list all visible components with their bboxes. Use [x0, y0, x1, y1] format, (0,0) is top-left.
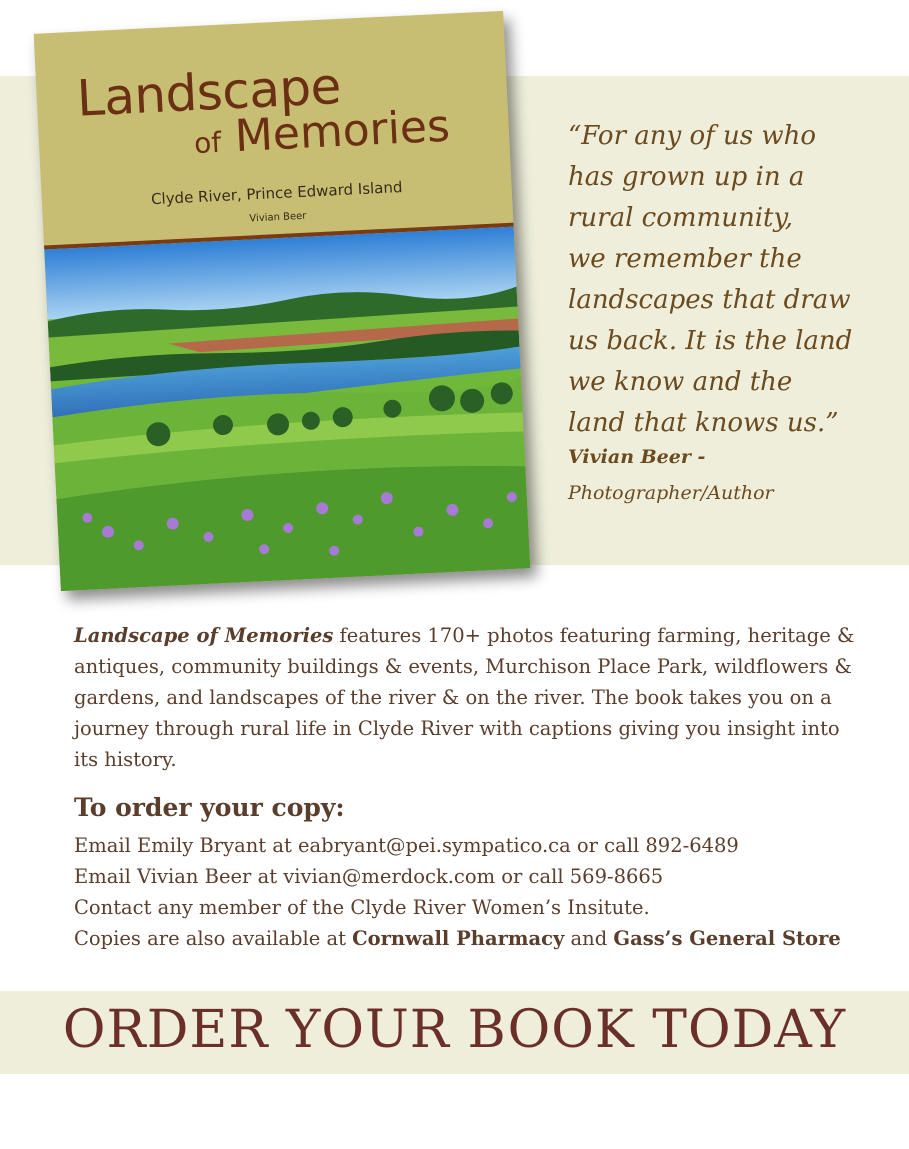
- cover-title-of: of: [193, 125, 222, 161]
- quote-line: has grown up in a: [568, 162, 805, 192]
- order-heading: To order your copy:: [74, 793, 345, 822]
- author-quote: [568, 116, 898, 444]
- stores-prefix: Copies are also available at: [74, 927, 353, 950]
- book-cover: [34, 11, 531, 591]
- order-info: [74, 830, 874, 954]
- order-cta-banner: ORDER YOUR BOOK TODAY: [62, 1000, 847, 1060]
- description-text: features 170+ photos featuring farming, heritage &: [333, 624, 855, 647]
- order-contact-emily: Email Emily Bryant at eabryant@pei.sympatico.ca or call 892-6489: [74, 834, 739, 857]
- quote-line: we know and the: [568, 367, 793, 397]
- description-line: antiques, community buildings & events, Murchison Place Park, wildflowers &: [74, 655, 852, 678]
- description-line: gardens, and landscapes of the river & on the river. The book takes you on a: [74, 686, 832, 709]
- cover-title-memories: Memories: [233, 100, 452, 163]
- store-cornwall-pharmacy: Cornwall Pharmacy: [352, 927, 565, 950]
- order-contact-institute: Contact any member of the Clyde River Women’s Insitute.: [74, 896, 650, 919]
- quote-line: landscapes that draw: [568, 285, 851, 315]
- stores-and: and: [564, 927, 614, 950]
- quote-line: “For any of us who: [568, 121, 817, 151]
- store-gass-general-store: Gass’s General Store: [613, 927, 841, 950]
- quote-line: land that knows us.”: [568, 408, 839, 438]
- order-contact-vivian: Email Vivian Beer at vivian@merdock.com or call 569-8665: [74, 865, 664, 888]
- cover-author: Vivian Beer: [249, 210, 307, 225]
- book-title: Landscape of Memories: [74, 624, 334, 647]
- description-line: its history.: [74, 748, 177, 771]
- description-line: [74, 620, 864, 651]
- cover-title-line1: Landscape: [75, 56, 343, 128]
- description-line: journey through rural life in Clyde River with captions giving you insight into: [74, 717, 840, 740]
- quote-role: Photographer/Author: [568, 482, 774, 504]
- quote-line: rural community,: [568, 203, 793, 233]
- quote-author: Vivian Beer -: [568, 446, 706, 468]
- order-stores: [74, 923, 874, 954]
- book-description: [74, 620, 864, 775]
- quote-line: we remember the: [568, 244, 802, 274]
- quote-line: us back. It is the land: [568, 326, 853, 356]
- cover-landscape-photo: [44, 227, 530, 592]
- cover-subtitle: Clyde River, Prince Edward Island: [150, 177, 403, 209]
